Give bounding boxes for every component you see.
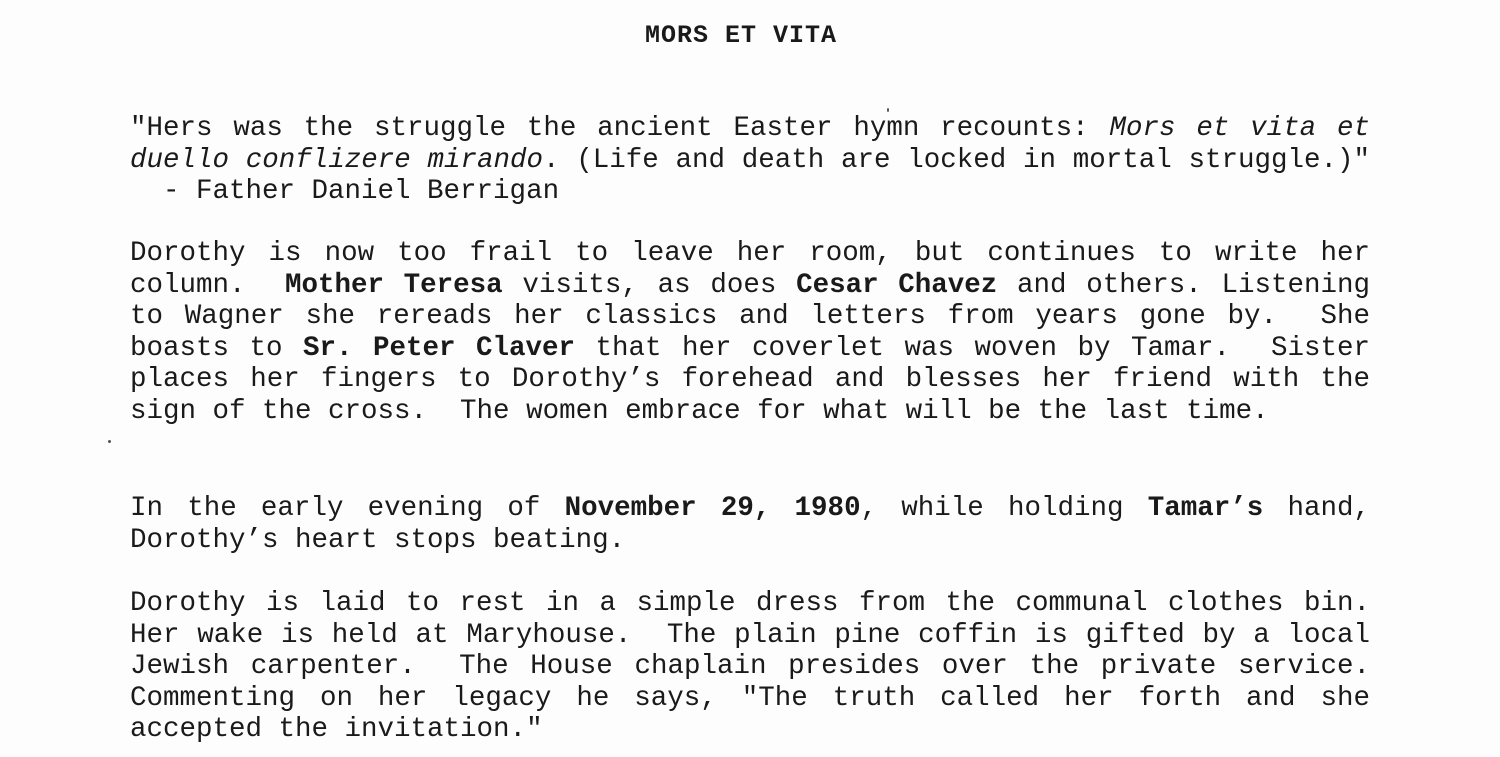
name-sr-peter-claver: Sr. Peter Claver	[303, 332, 576, 364]
name-tamar: Tamar’s	[1147, 493, 1264, 524]
epigraph-quote-close: . (Life and death are locked in mortal struggle.)"	[543, 144, 1370, 176]
epigraph-latin-text: Mors et vita et duello conflizere mirando	[130, 113, 1371, 176]
name-mother-teresa: Mother Teresa	[284, 269, 503, 301]
para3-text-3: hand, Dorothy’s heart stops beating.	[130, 493, 1371, 556]
para3-text-2: , while holding	[860, 493, 1148, 524]
para3-text-1: In the early evening of	[130, 493, 565, 524]
para2-text-1: Dorothy is now too frail to leave her room, but continues to write her column.	[130, 238, 1387, 301]
page-title: MORS ET VITA	[644, 21, 838, 50]
death-date: November 29, 1980	[564, 493, 861, 524]
scan-speck	[108, 440, 111, 443]
name-cesar-chavez: Cesar Chavez	[796, 269, 998, 301]
death-paragraph	[130, 493, 1370, 556]
epigraph-quote-open: "Hers was the struggle the ancient Easter hymn recounts:	[130, 113, 1110, 144]
epigraph-attribution: - Father Daniel Berrigan	[130, 176, 560, 207]
burial-paragraph: Dorothy is laid to rest in a simple dress from the communal clothes bin. Her wake is held at Maryhouse. The plain pine coffin is gifted by a local Jewish carpenter. The House chaplain presides over the private service. Commenting on her legacy he says, "The truth called her forth and she accepted the invitation."	[130, 588, 1404, 745]
para2-text-4: that her coverlet was woven by Tamar. Sister places her fingers to Dorothy’s forehead and blesses her friend with the sign of the cross. The women embrace for what will be the last time.	[130, 332, 1387, 427]
scan-speck	[887, 108, 889, 112]
final-days-paragraph	[130, 238, 1387, 427]
epigraph-paragraph	[130, 113, 1370, 208]
para2-text-3: and others. Listening to Wagner she rereads her classics and letters from years gone by. She boasts to	[130, 269, 1387, 364]
para2-text-2: visits, as does	[502, 269, 797, 301]
